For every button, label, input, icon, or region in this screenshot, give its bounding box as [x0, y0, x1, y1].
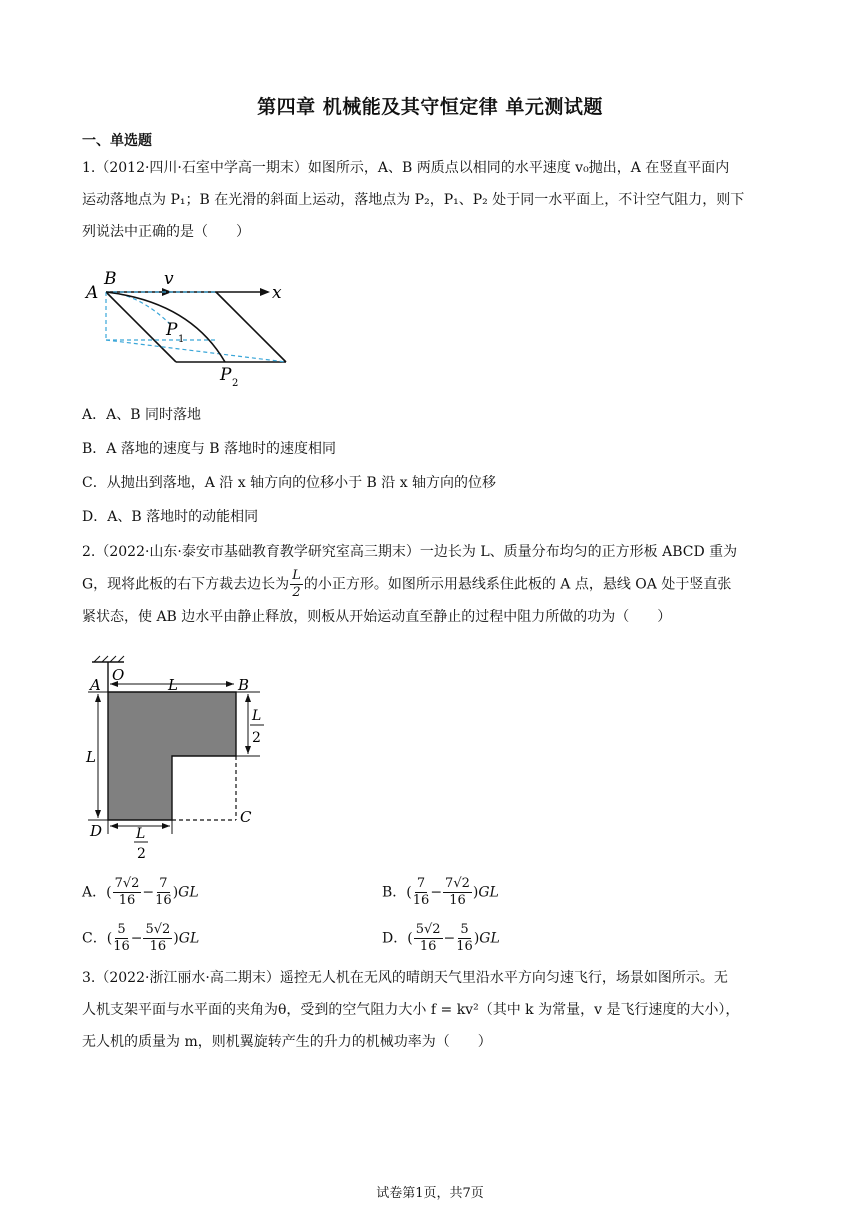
q2-label-o: O — [112, 666, 125, 684]
q2-fraction-l-over-2: $\frac{L}{2}$ — [292, 568, 301, 600]
q1-label-a: A — [86, 283, 99, 303]
q2-label-c: C — [240, 808, 252, 826]
q2-dim-top-l: L — [168, 676, 178, 694]
q2-option-d[interactable]: D．( $\frac{5√2}{16}$ − $\frac{5}{16}$ )GL — [382, 922, 500, 954]
q2-option-a[interactable]: A．( $\frac{7√2}{16}$ − $\frac{7}{16}$ )GL — [82, 876, 199, 908]
q2-dim-bottom-den: 2 — [137, 846, 146, 862]
q1-label-p1-sub: 1 — [178, 334, 185, 345]
q1-label-p1: P — [166, 320, 178, 340]
q2-dim-bottom-num: L — [136, 826, 146, 842]
q2-figure — [84, 654, 274, 864]
q1-option-d[interactable]: D．A、B 落地时的动能相同 — [82, 509, 259, 525]
q3-line-2: 人机支架平面与水平面的夹角为θ，受到的空气阻力大小 f = kv²（其中 k 为常量，v 是飞行速度的大小）， — [82, 1002, 740, 1018]
q1-line-1: 1.（2012·四川·石室中学高一期末）如图所示，A、B 两质点以相同的水平速度 v₀抛出，A 在竖直平面内 — [82, 160, 730, 176]
q1-line-2: 运动落地点为 P₁；B 在光滑的斜面上运动，落地点为 P₂，P₁、P₂ 处于同一水平面上，不计空气阻力，则下 — [82, 192, 745, 208]
question-2-text — [82, 536, 782, 633]
q3-line-1: 3.（2022·浙江丽水·高二期末）遥控无人机在无风的晴朗天气里沿水平方向匀速飞行，场景如图所示。无 — [82, 970, 728, 986]
q2-line-1: 2.（2022·山东·泰安市基础教育教学研究室高三期末）一边长为 L、质量分布均匀的正方形板 ABCD 重为 — [82, 544, 738, 560]
q2-line-2-b: 的小正方形。如图所示用悬线系住此板的 A 点，悬线 OA 处于竖直张 — [303, 576, 732, 593]
q2-label-a: A — [90, 676, 101, 694]
q2-dim-right-num: L — [252, 708, 262, 724]
q2-label-b: B — [238, 676, 250, 694]
q1-option-b[interactable]: B．A 落地的速度与 B 落地时的速度相同 — [82, 441, 337, 457]
question-1-text — [82, 152, 782, 248]
q3-line-3: 无人机的质量为 m，则机翼旋转产生的升力的机械功率为（ ） — [82, 1034, 492, 1050]
page-title: 第四章 机械能及其守恒定律 单元测试题 — [257, 96, 603, 118]
q2-label-d: D — [90, 822, 103, 840]
q2-line-2-a: G，现将此板的右下方裁去边长为 — [82, 576, 290, 593]
q2-dim-right-den: 2 — [252, 730, 261, 746]
q2-dim-left-l: L — [86, 748, 96, 766]
q1-option-c[interactable]: C．从抛出到落地，A 沿 x 轴方向的位移小于 B 沿 x 轴方向的位移 — [82, 475, 497, 491]
page-footer: 试卷第1页，共7页 — [376, 1186, 484, 1201]
q1-label-b: B — [104, 269, 117, 289]
q2-line-3: 紧状态，使 AB 边水平由静止释放，则板从开始运动直至静止的过程中阻力所做的功为（ ） — [82, 609, 672, 625]
q1-label-v: v — [164, 269, 174, 289]
q2-option-c[interactable]: C．( $\frac{5}{16}$ − $\frac{5√2}{16}$ )GL — [82, 922, 200, 954]
q2-line-2 — [82, 568, 782, 601]
q1-option-a[interactable]: A．A、B 同时落地 — [82, 407, 201, 423]
q1-figure — [80, 262, 300, 392]
q1-line-3: 列说法中正确的是（ ） — [82, 224, 250, 240]
q2-option-b[interactable]: B．( $\frac{7}{16}$ − $\frac{7√2}{16}$ )GL — [382, 876, 499, 908]
q1-label-p2: P — [220, 365, 232, 385]
question-3-text — [82, 962, 782, 1058]
q1-label-x: x — [272, 283, 282, 303]
q1-label-p2-sub: 2 — [232, 378, 239, 389]
section-heading: 一、单选题 — [82, 133, 152, 149]
